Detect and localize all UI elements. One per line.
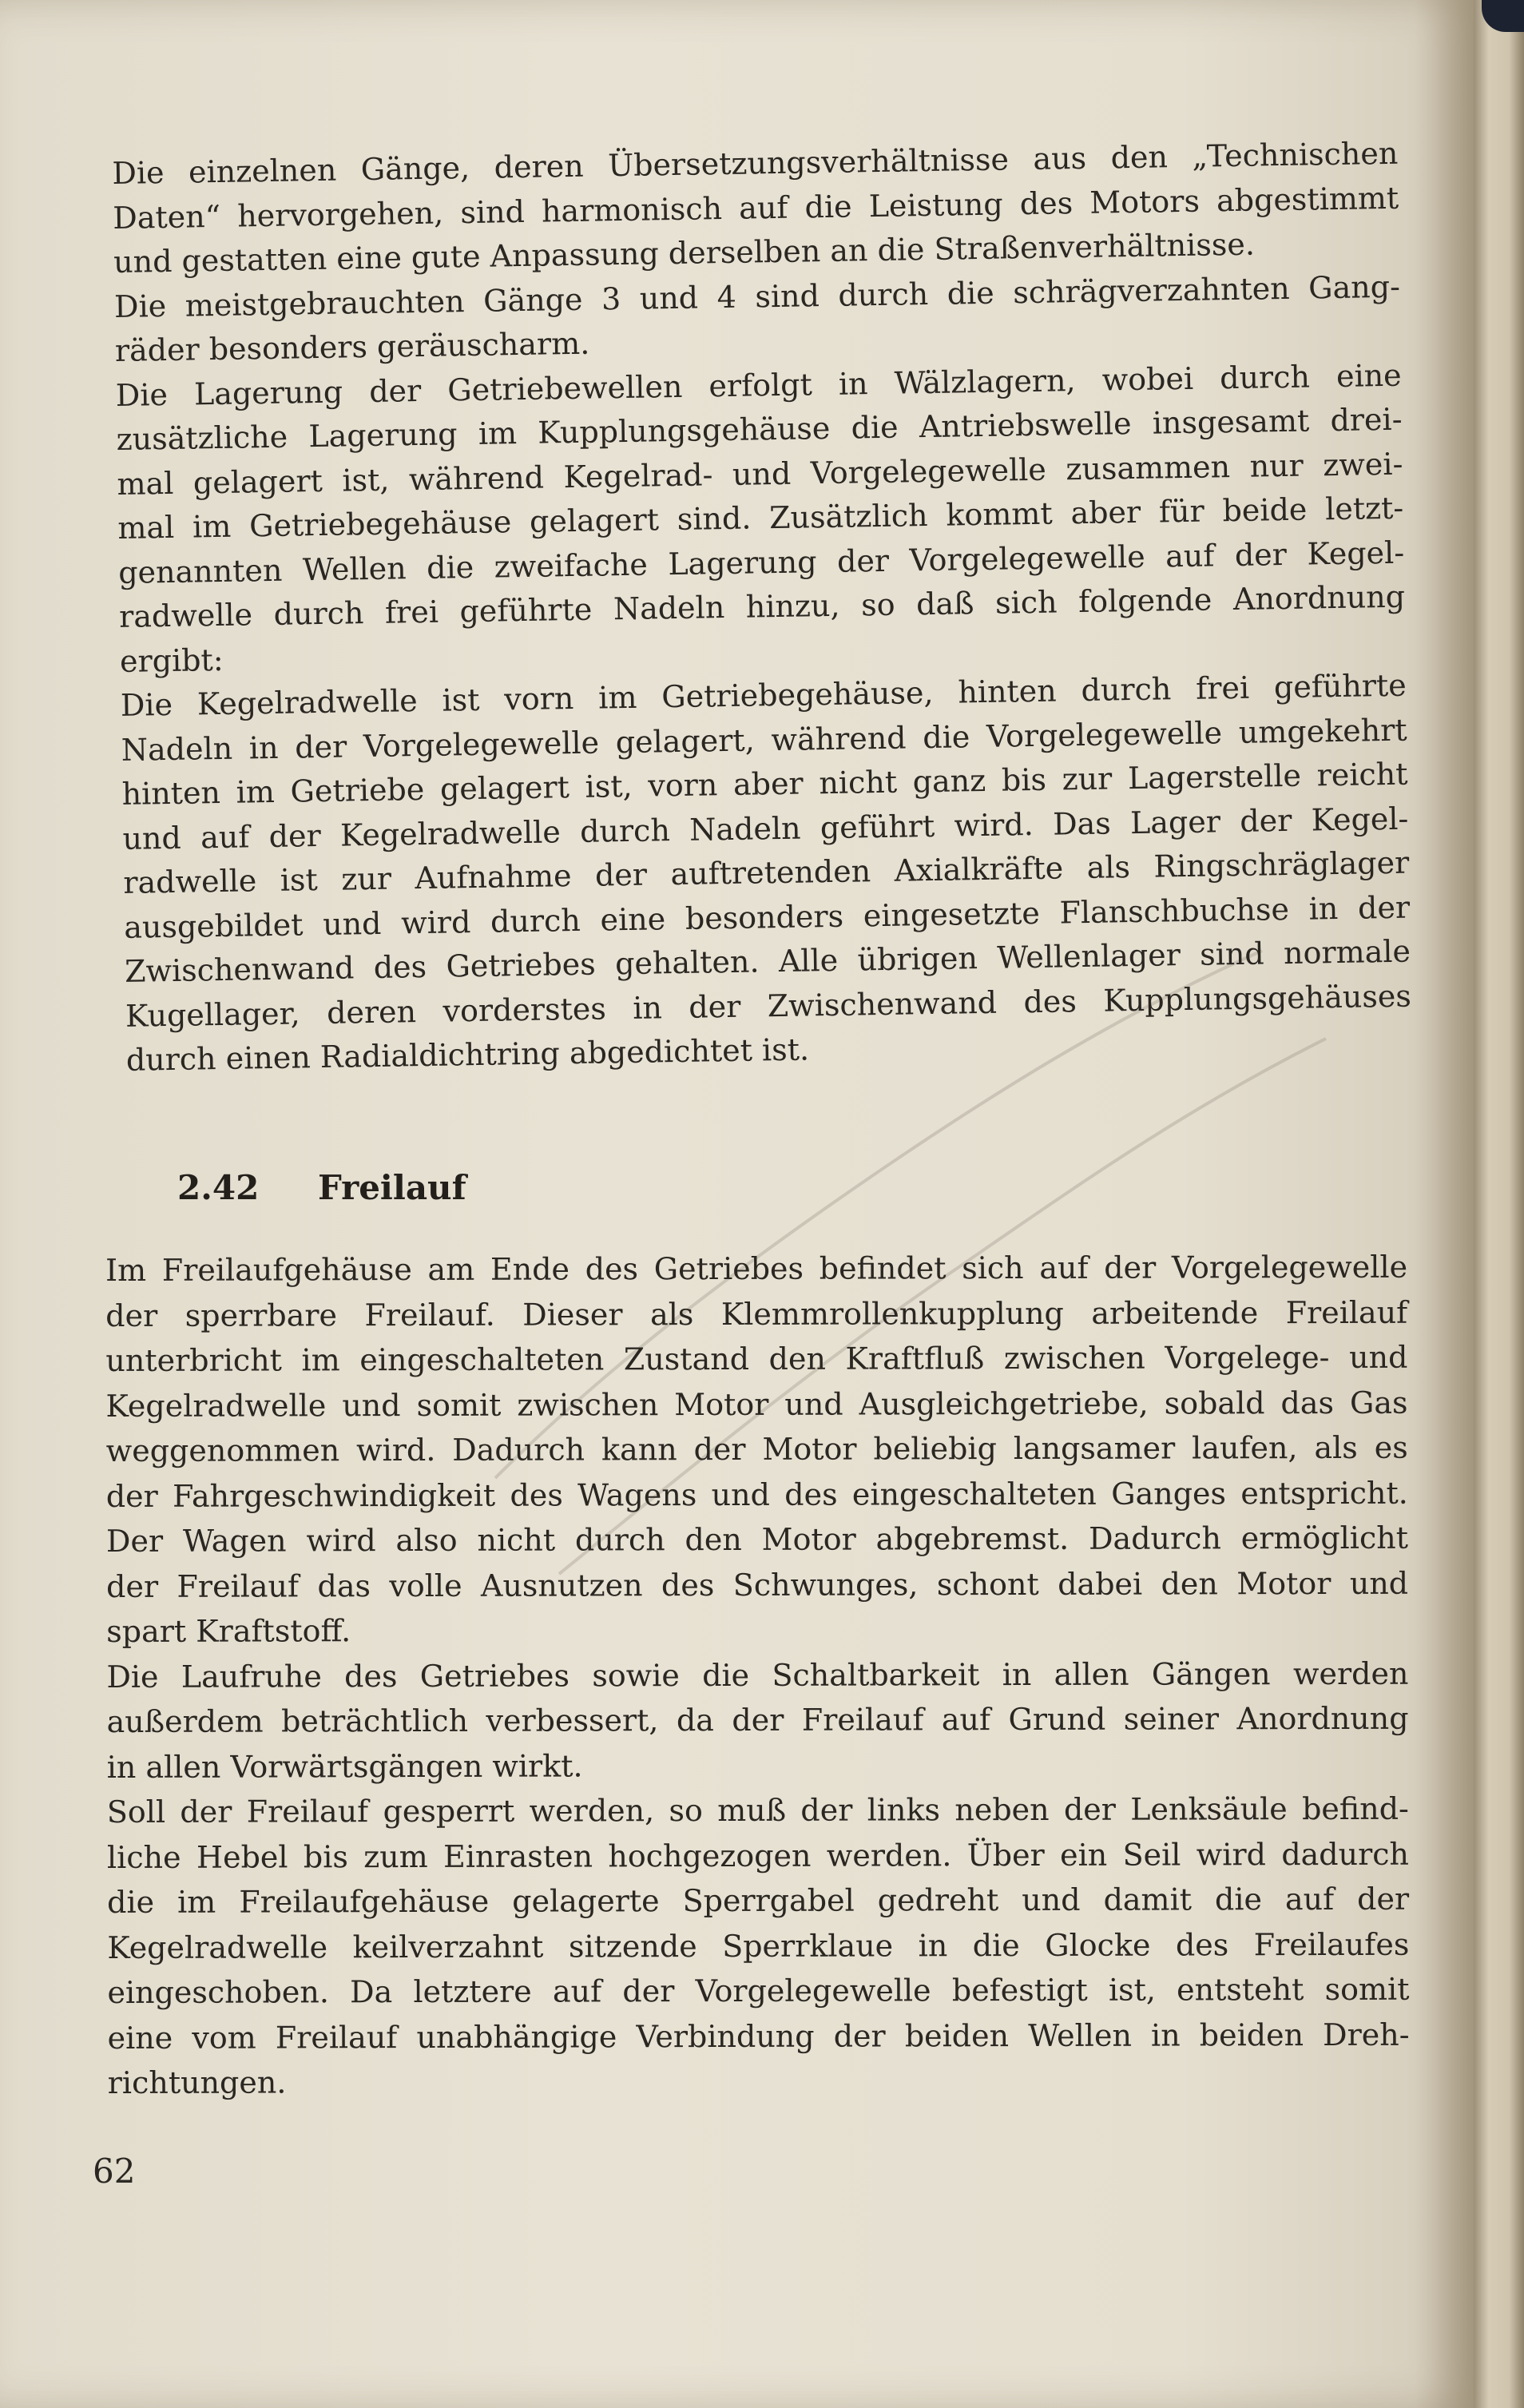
- text-line: Kegelradwelle und somit zwischen Motor und Ausgleichgetriebe, sobald das Gas: [105, 1385, 1408, 1424]
- page-number: 62: [93, 2152, 136, 2191]
- text-line: der sperrbare Freilauf. Dieser als Klemmrollenkupplung arbeitende Freilauf: [105, 1294, 1408, 1333]
- next-page-edge: [1474, 0, 1524, 2408]
- body-text-top: [112, 132, 1412, 1083]
- text-line: Die Laufruhe des Getriebes sowie die Schaltbarkeit in allen Gängen werden: [106, 1655, 1409, 1695]
- text-line: Daten“ hervorgehen, sind harmonisch auf die Leistung des Motors abgestimmt: [112, 180, 1399, 236]
- text-line: die im Freilaufgehäuse gelagerte Sperrgabel gedreht und damit die auf der: [107, 1881, 1410, 1920]
- text-line: ergibt:: [119, 642, 224, 679]
- text-line: Die meistgebrauchten Gänge 3 und 4 sind durch die schrägverzahnten Gang-: [113, 268, 1401, 324]
- text-line: richtungen.: [107, 2064, 287, 2100]
- text-line: hinten im Getriebe gelagert ist, vorn aber nicht ganz bis zur Lagerstelle reicht: [121, 756, 1408, 812]
- text-line: Zwischenwand des Getriebes gehalten. Alle übrigen Wellenlager sind normale: [124, 933, 1411, 989]
- text-line: Soll der Freilauf gesperrt werden, so muß der links neben der Lenksäule befind-: [106, 1790, 1409, 1830]
- text-line: außerdem beträchtlich verbessert, da der Freilauf auf Grund seiner Anordnung: [106, 1700, 1409, 1739]
- text-line: räder besonders geräuscharm.: [114, 325, 590, 368]
- text-line: Die Kegelradwelle ist vorn im Getriebegehäuse, hinten durch frei geführte: [120, 667, 1407, 723]
- text-line: weggenommen wird. Dadurch kann der Motor beliebig langsamer laufen, als es: [105, 1429, 1408, 1468]
- text-line: Kegelradwelle keilverzahnt sitzende Sperrklaue in die Glocke des Freilaufes: [107, 1926, 1410, 1965]
- text-line: mal gelagert ist, während Kegelrad- und Vorgelegewelle zusammen nur zwei-: [117, 446, 1403, 502]
- section-number: 2.42: [177, 1168, 260, 1207]
- text-line: ausgebildet und wird durch eine besonders eingesetzte Flanschbuchse in der: [123, 889, 1411, 945]
- section-heading: [177, 1168, 466, 1207]
- text-line: der Freilauf das volle Ausnutzen des Schwunges, schont dabei den Motor und: [106, 1565, 1409, 1604]
- text-line: Die Lagerung der Getriebewellen erfolgt in Wälzlagern, wobei durch eine: [115, 357, 1402, 413]
- text-line: und gestatten eine gute Anpassung derselben an die Straßenverhältnisse.: [113, 226, 1256, 280]
- text-line: Im Freilaufgehäuse am Ende des Getriebes befindet sich auf der Vorgelegewelle: [105, 1249, 1408, 1288]
- text-line: Die einzelnen Gänge, deren Übersetzungsverhältnisse aus den „Technischen: [112, 135, 1399, 191]
- text-line: spart Kraftstoff.: [106, 1613, 351, 1649]
- text-line: liche Hebel bis zum Einrasten hochgezogen werden. Über ein Seil wird dadurch: [106, 1836, 1410, 1875]
- text-line: unterbricht im eingeschalteten Zustand den Kraftfluß zwischen Vorgelege- und: [105, 1339, 1408, 1378]
- section-title: Freilauf: [318, 1168, 466, 1207]
- text-line: in allen Vorwärtsgängen wirkt.: [106, 1747, 583, 1785]
- text-line: Der Wagen wird also nicht durch den Motor abgebremst. Dadurch ermöglicht: [105, 1520, 1409, 1559]
- text-line: radwelle durch frei geführte Nadeln hinzu, so daß sich folgende Anordnung: [118, 578, 1406, 634]
- text-line: durch einen Radialdichtring abgedichtet ist.: [125, 1031, 810, 1078]
- text-line: mal im Getriebegehäuse gelagert sind. Zusätzlich kommt aber für beide letzt-: [117, 490, 1404, 546]
- text-line: und auf der Kegelradwelle durch Nadeln geführt wird. Das Lager der Kegel-: [122, 801, 1409, 856]
- text-line: der Fahrgeschwindigkeit des Wagens und des eingeschalteten Ganges entspricht.: [105, 1475, 1408, 1514]
- text-line: eine vom Freilauf unabhängige Verbindung der beiden Wellen in beiden Dreh-: [107, 2017, 1410, 2056]
- text-line: eingeschoben. Da letztere auf der Vorgelegewelle befestigt ist, entsteht somit: [107, 1971, 1410, 2010]
- text-line: zusätzliche Lagerung im Kupplungsgehäuse die Antriebswelle insgesamt drei-: [116, 401, 1403, 457]
- text-line: genannten Wellen die zweifache Lagerung der Vorgelegewelle auf der Kegel-: [117, 534, 1405, 590]
- text-line: Nadeln in der Vorgelegewelle gelagert, während die Vorgelegewelle umgekehrt: [121, 712, 1407, 768]
- text-line: radwelle ist zur Aufnahme der auftretenden Axialkräfte als Ringschräglager: [123, 844, 1410, 900]
- text-line: Kugellager, deren vorderstes in der Zwischenwand des Kupplungsgehäuses: [125, 978, 1412, 1034]
- body-text-bottom: [105, 1245, 1410, 2106]
